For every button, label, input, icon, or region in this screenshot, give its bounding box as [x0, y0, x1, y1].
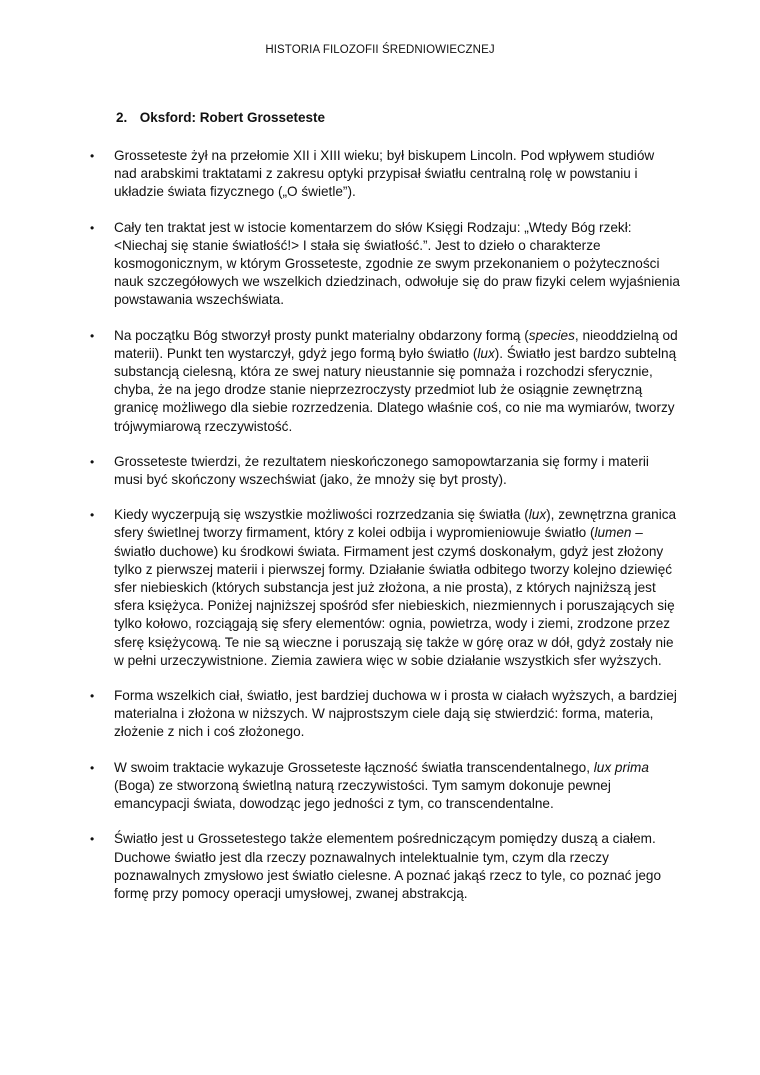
bullet-icon: •: [90, 760, 95, 775]
text-run: – światło duchowe) ku środkowi świata. Firmament jest czymś doskonałym, gdyż jest złożony tylko z pierwszej materii i pierwszej formy. Działanie światła odbitego tworzy kolejno dziewięć sfer niebieskich (których substancja jest już złożona, a nie prosta), z których najniższą jest sfera księżyca. Poniżej najniższej spośród sfer niebieskich, niezmiennych i poruszających się tylko kołowo, rozciągają się sfery elementów: ognia, powietrza, wody i ziemi, zrodzone przez sferę księżycową. Te nie są wieczne i poruszają się także w górę oraz w dół, gdyż zostały nie w pełni urzeczywistnione. Ziemia zawiera więc w sobie działanie wszystkich sfer wyższych.: [114, 525, 675, 668]
bullet-icon: •: [90, 508, 95, 523]
text-run: ), zewnętrzna granica sfery świetlnej tworzy firmament, który z kolei odbija i wypromieniowuje światło (: [114, 507, 677, 541]
bullet-icon: •: [90, 832, 95, 847]
text-run: Na początku Bóg stworzył prosty punkt materialny obdarzony formą (: [114, 327, 529, 343]
paragraph-text: [114, 759, 680, 814]
section-title: Oksford: Robert Grosseteste: [139, 110, 326, 125]
text-run: Grosseteste żył na przełomie XII i XIII wieku; był biskupem Lincoln. Pod wpływem studiów nad arabskimi traktatami z zakresu optyki przypisał światłu centralną rolę w powstaniu i układzie świata fizycznego („O świetle”).: [114, 148, 655, 200]
bullet-icon: •: [90, 220, 95, 235]
italic-term: lumen: [594, 525, 632, 541]
paragraph-text: [114, 327, 680, 436]
paragraph-text: [114, 453, 680, 489]
text-run: Cały ten traktat jest w istocie komentarzem do słów Księgi Rodzaju: „Wtedy Bóg rzekł: <Niechaj się stanie światłość!> I stała się światłość.”. Jest to dzieło o charakterze kosmogonicznym, w którym Grosseteste, zgodnie ze swym przekonaniem o pożyteczności nauk szczegółowych we wszelkich dziedzinach, odwołuje się do praw fizyki celem wyjaśnienia powstawania wszechświata.: [114, 219, 680, 308]
list-item: [90, 687, 680, 742]
text-run: Forma wszelkich ciał, światło, jest bardziej duchowa w i prosta w ciałach wyższych, a bardziej materialna i złożona w niższych. W najprostszym ciele dają się stwierdzić: forma, materia, złożenie z nich i coś złożonego.: [114, 688, 677, 740]
text-run: Światło jest u Grossetestego także elementem pośredniczącym pomiędzy duszą a ciałem. Duchowe światło jest dla rzeczy poznawalnych intelektualnie tym, czym dla rzeczy poznawalnych zmysłowo jest światło cielesne. A poznać jakąś rzecz to tyle, co poznać jego formę przy pomocy operacji umysłowej, zwanej abstrakcją.: [114, 831, 662, 901]
text-run: W swoim traktacie wykazuje Grosseteste łączność światła transcendentalnego,: [114, 759, 594, 775]
bullet-icon: •: [90, 328, 95, 343]
list-item: [90, 830, 680, 903]
italic-term: species: [528, 327, 575, 343]
text-run: Kiedy wyczerpują się wszystkie możliwości rozrzedzania się światła (: [114, 507, 529, 523]
paragraph-text: [114, 830, 680, 903]
italic-term: lux prima: [593, 759, 649, 775]
section-number: 2.: [116, 110, 128, 125]
bullet-icon: •: [90, 689, 95, 704]
text-run: Grosseteste twierdzi, że rezultatem nieskończonego samopowtarzania się formy i materii musi być skończony wszechświat (jako, że mnoży się byt prosty).: [114, 453, 649, 488]
text-run: (Boga) ze stworzoną świetlną naturą rzeczywistości. Tym samym dokonuje pewnej emancypacji świata, dowodząc jego jedności z tym, co transcendentalne.: [114, 777, 611, 812]
list-item: [90, 327, 680, 436]
italic-term: lux: [477, 345, 495, 361]
paragraph-text: [114, 687, 680, 742]
list-item: [90, 506, 680, 670]
bullet-icon: •: [90, 149, 95, 163]
bullet-icon: •: [90, 454, 95, 469]
page-header: HISTORIA FILOZOFII ŚREDNIOWIECZNEJ: [265, 44, 495, 56]
section-heading: [116, 110, 325, 125]
text-run: , nieoddzielną od materii). Punkt ten wystarczył, gdyż jego formą było światło (: [114, 327, 678, 361]
bullet-list: [90, 147, 680, 920]
list-item: [90, 453, 680, 489]
italic-term: lux: [528, 507, 547, 523]
paragraph-text: [114, 219, 680, 310]
list-item: [90, 759, 680, 814]
paragraph-text: [114, 147, 680, 202]
list-item: [90, 219, 680, 310]
list-item: [90, 147, 680, 202]
paragraph-text: [114, 506, 680, 670]
text-run: ). Światło jest bardzo subtelną substancją cielesną, która ze swej natury nieustannie się pomnaża i rozchodzi sferycznie, chyba, że na jego drodze stanie nieprzezroczysty przedmiot lub że osiągnie zewnętrzną granicę możliwego dla siebie rozrzedzenia. Dlatego właśnie coś, co nie ma wymiarów, tworzy trójwymiarową rzeczywistość.: [114, 345, 677, 434]
